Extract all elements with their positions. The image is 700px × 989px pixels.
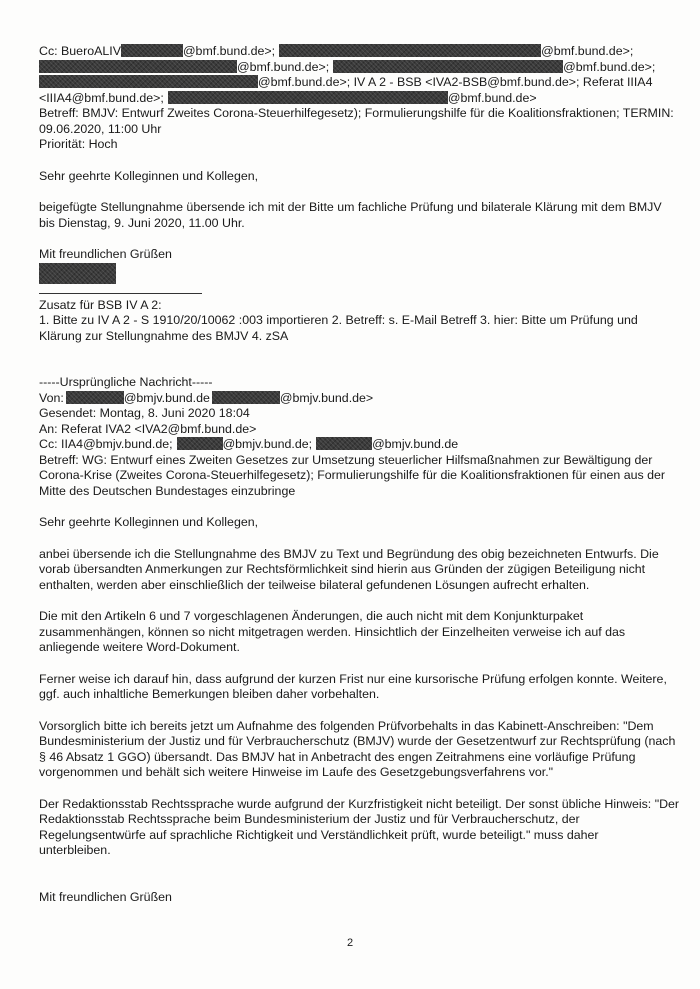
paragraph-line: Regelungsentwürfe auf sprachliche Richtigkeit und Verständlichkeit prüft, wurde beteiligt." muss daher bbox=[39, 827, 599, 842]
redacted-block bbox=[333, 60, 563, 73]
cc-line-3 bbox=[39, 75, 669, 91]
paragraph-line: anliegende weitere Word-Dokument. bbox=[39, 640, 240, 654]
subject-line: Betreff: WG: Entwurf eines Zweiten Gesetzes zur Umsetzung steuerlicher Hilfsmaßnahmen zur Bewältigung der bbox=[39, 452, 653, 467]
paragraph-line: § 46 Absatz 1 GGO) übersandt. Das BMJV hat in Anbetracht des engen Zeitrahmens eine vorläufige Prüfung bbox=[39, 749, 636, 764]
priority-line: Priorität: Hoch bbox=[39, 137, 118, 151]
paragraph-line: vorgenommen und behält sich weitere Hinweise im Laufe des Gesetzgebungsverfahrens vor." bbox=[39, 765, 554, 779]
paragraph-line: Bundesministerium der Justiz und für Verbraucherschutz (BMJV) wurde der Gesetzentwurf zur Rechtsprüfung (nach bbox=[39, 734, 676, 748]
from-line bbox=[39, 391, 669, 407]
closing: Mit freundlichen Grüßen bbox=[39, 889, 172, 904]
redacted-block bbox=[39, 60, 237, 73]
cc-text: @bmf.bund.de>; bbox=[237, 59, 330, 74]
from-address: @bmjv.bund.de> bbox=[279, 390, 374, 405]
cc-text: @bmf.bund.de> bbox=[447, 90, 537, 105]
body-line: bis Dienstag, 9. Juni 2020, 11.00 Uhr. bbox=[39, 215, 245, 230]
cc-text: @bmf.bund.de>; bbox=[563, 59, 656, 74]
zusatz-title: Zusatz für BSB IV A 2: bbox=[39, 297, 162, 312]
redacted-block bbox=[121, 44, 183, 57]
cc-text: @bmf.bund.de>; bbox=[541, 44, 634, 58]
to-line: An: Referat IVA2 <IVA2@bmf.bund.de> bbox=[39, 421, 257, 436]
redacted-block bbox=[39, 75, 258, 88]
redacted-block bbox=[66, 391, 124, 404]
cc-text: @bmjv.bund.de; bbox=[222, 437, 313, 451]
paragraph-line: zusammenhängen, können so nicht mitgetragen werden. Hinsichtlich der Einzelheiten verweise ich auf das bbox=[39, 624, 626, 639]
cc-text: <IIIA4@bmf.bund.de>; bbox=[39, 90, 164, 105]
paragraph-line: Der Redaktionsstab Rechtssprache wurde aufgrund der Kurzfristigkeit nicht beteiligt. Der sonst übliche Hinweis: "Der bbox=[39, 796, 680, 811]
redacted-block bbox=[39, 263, 116, 284]
paragraph-line: Ferner weise ich darauf hin, dass aufgrund der kurzen Frist nur eine kursorische Prüfung erfolgen konnte. Weitere, bbox=[39, 671, 667, 686]
subject-line-2: 09.06.2020, 11:00 Uhr bbox=[39, 121, 162, 136]
from-label: Von: bbox=[39, 390, 64, 405]
subject-line: Mitte des Deutschen Bundestages einzubringe bbox=[39, 483, 296, 498]
paragraph-line: anbei übersende ich die Stellungnahme des BMJV zu Text und Begründung des obig bezeichneten Entwurfs. Die bbox=[39, 546, 659, 561]
redacted-block bbox=[168, 91, 448, 104]
greeting: Sehr geehrte Kolleginnen und Kollegen, bbox=[39, 515, 259, 529]
paragraph-line: Die mit den Artikeln 6 und 7 vorgeschlagenen Änderungen, die auch nicht mit dem Konjunkturpaket bbox=[39, 609, 584, 623]
page-number: 2 bbox=[346, 937, 354, 949]
zusatz-line: 1. Bitte zu IV A 2 - S 1910/20/10062 :003 importieren 2. Betreff: s. E-Mail Betreff 3. hier: Bitte um Prüfung und bbox=[39, 313, 638, 327]
original-message-separator: -----Ursprüngliche Nachricht----- bbox=[39, 375, 213, 389]
cc-line-1 bbox=[39, 44, 669, 60]
zusatz-line: Klärung zur Stellungnahme des BMJV 4. zSA bbox=[39, 328, 289, 343]
paragraph-line: unterbleiben. bbox=[39, 843, 111, 857]
redacted-block bbox=[279, 44, 541, 57]
paragraph-line: vorab übersandten Anmerkungen zur Rechtsförmlichkeit sind hierin aus Gründen der zügigen Beteiligung nicht bbox=[39, 562, 646, 576]
sent-line: Gesendet: Montag, 8. Juni 2020 18:04 bbox=[39, 406, 250, 420]
cc-line bbox=[39, 437, 669, 453]
redacted-block bbox=[316, 437, 372, 450]
paragraph-line: enthalten, werden aber einschließlich der teilweise bilateral gefundenen Lösungen aufrecht erhalten. bbox=[39, 577, 590, 592]
cc-line-2 bbox=[39, 60, 669, 76]
redacted-block bbox=[177, 437, 223, 450]
cc-text: @bmjv.bund.de bbox=[372, 437, 459, 451]
redacted-block bbox=[212, 391, 280, 404]
cc-line-4 bbox=[39, 91, 669, 107]
cc-text: Cc: IIA4@bmjv.bund.de; bbox=[39, 437, 173, 451]
paragraph-line: Vorsorglich bitte ich bereits jetzt um Aufnahme des folgenden Prüfvorbehalts in das Kabinett-Anschreiben: "Dem bbox=[39, 718, 654, 733]
paragraph-line: Redaktionsstab Rechtssprache beim Bundesministerium der Justiz und für Verbraucherschutz, der bbox=[39, 812, 580, 826]
separator-rule bbox=[39, 293, 202, 294]
paragraph-line: ggf. auch inhaltliche Bemerkungen bleiben daher vorbehalten. bbox=[39, 687, 380, 701]
from-address: @bmjv.bund.de bbox=[123, 390, 210, 405]
document-page bbox=[39, 44, 680, 905]
body-line: beigefügte Stellungnahme übersende ich mit der Bitte um fachliche Prüfung und bilaterale Klärung mit dem BMJV bbox=[39, 200, 662, 214]
subject-line: Corona-Krise (Zweites Corona-Steuerhilfegesetz); Formulierungshilfe für die Koalitionsfraktionen für einen aus der bbox=[39, 468, 666, 482]
cc-text: Cc: BueroALIV bbox=[39, 44, 121, 58]
cc-text: @bmf.bund.de>; IV A 2 - BSB <IVA2-BSB@bmf.bund.de>; Referat IIIA4 bbox=[258, 75, 653, 89]
closing: Mit freundlichen Grüßen bbox=[39, 247, 172, 261]
subject-line-1: Betreff: BMJV: Entwurf Zweites Corona-Steuerhilfegesetz); Formulierungshilfe für die Koalitionsfraktionen; TERMIN: bbox=[39, 106, 674, 120]
cc-text: @bmf.bund.de>; bbox=[182, 44, 276, 58]
greeting: Sehr geehrte Kolleginnen und Kollegen, bbox=[39, 168, 259, 183]
signature-redacted bbox=[39, 263, 669, 285]
